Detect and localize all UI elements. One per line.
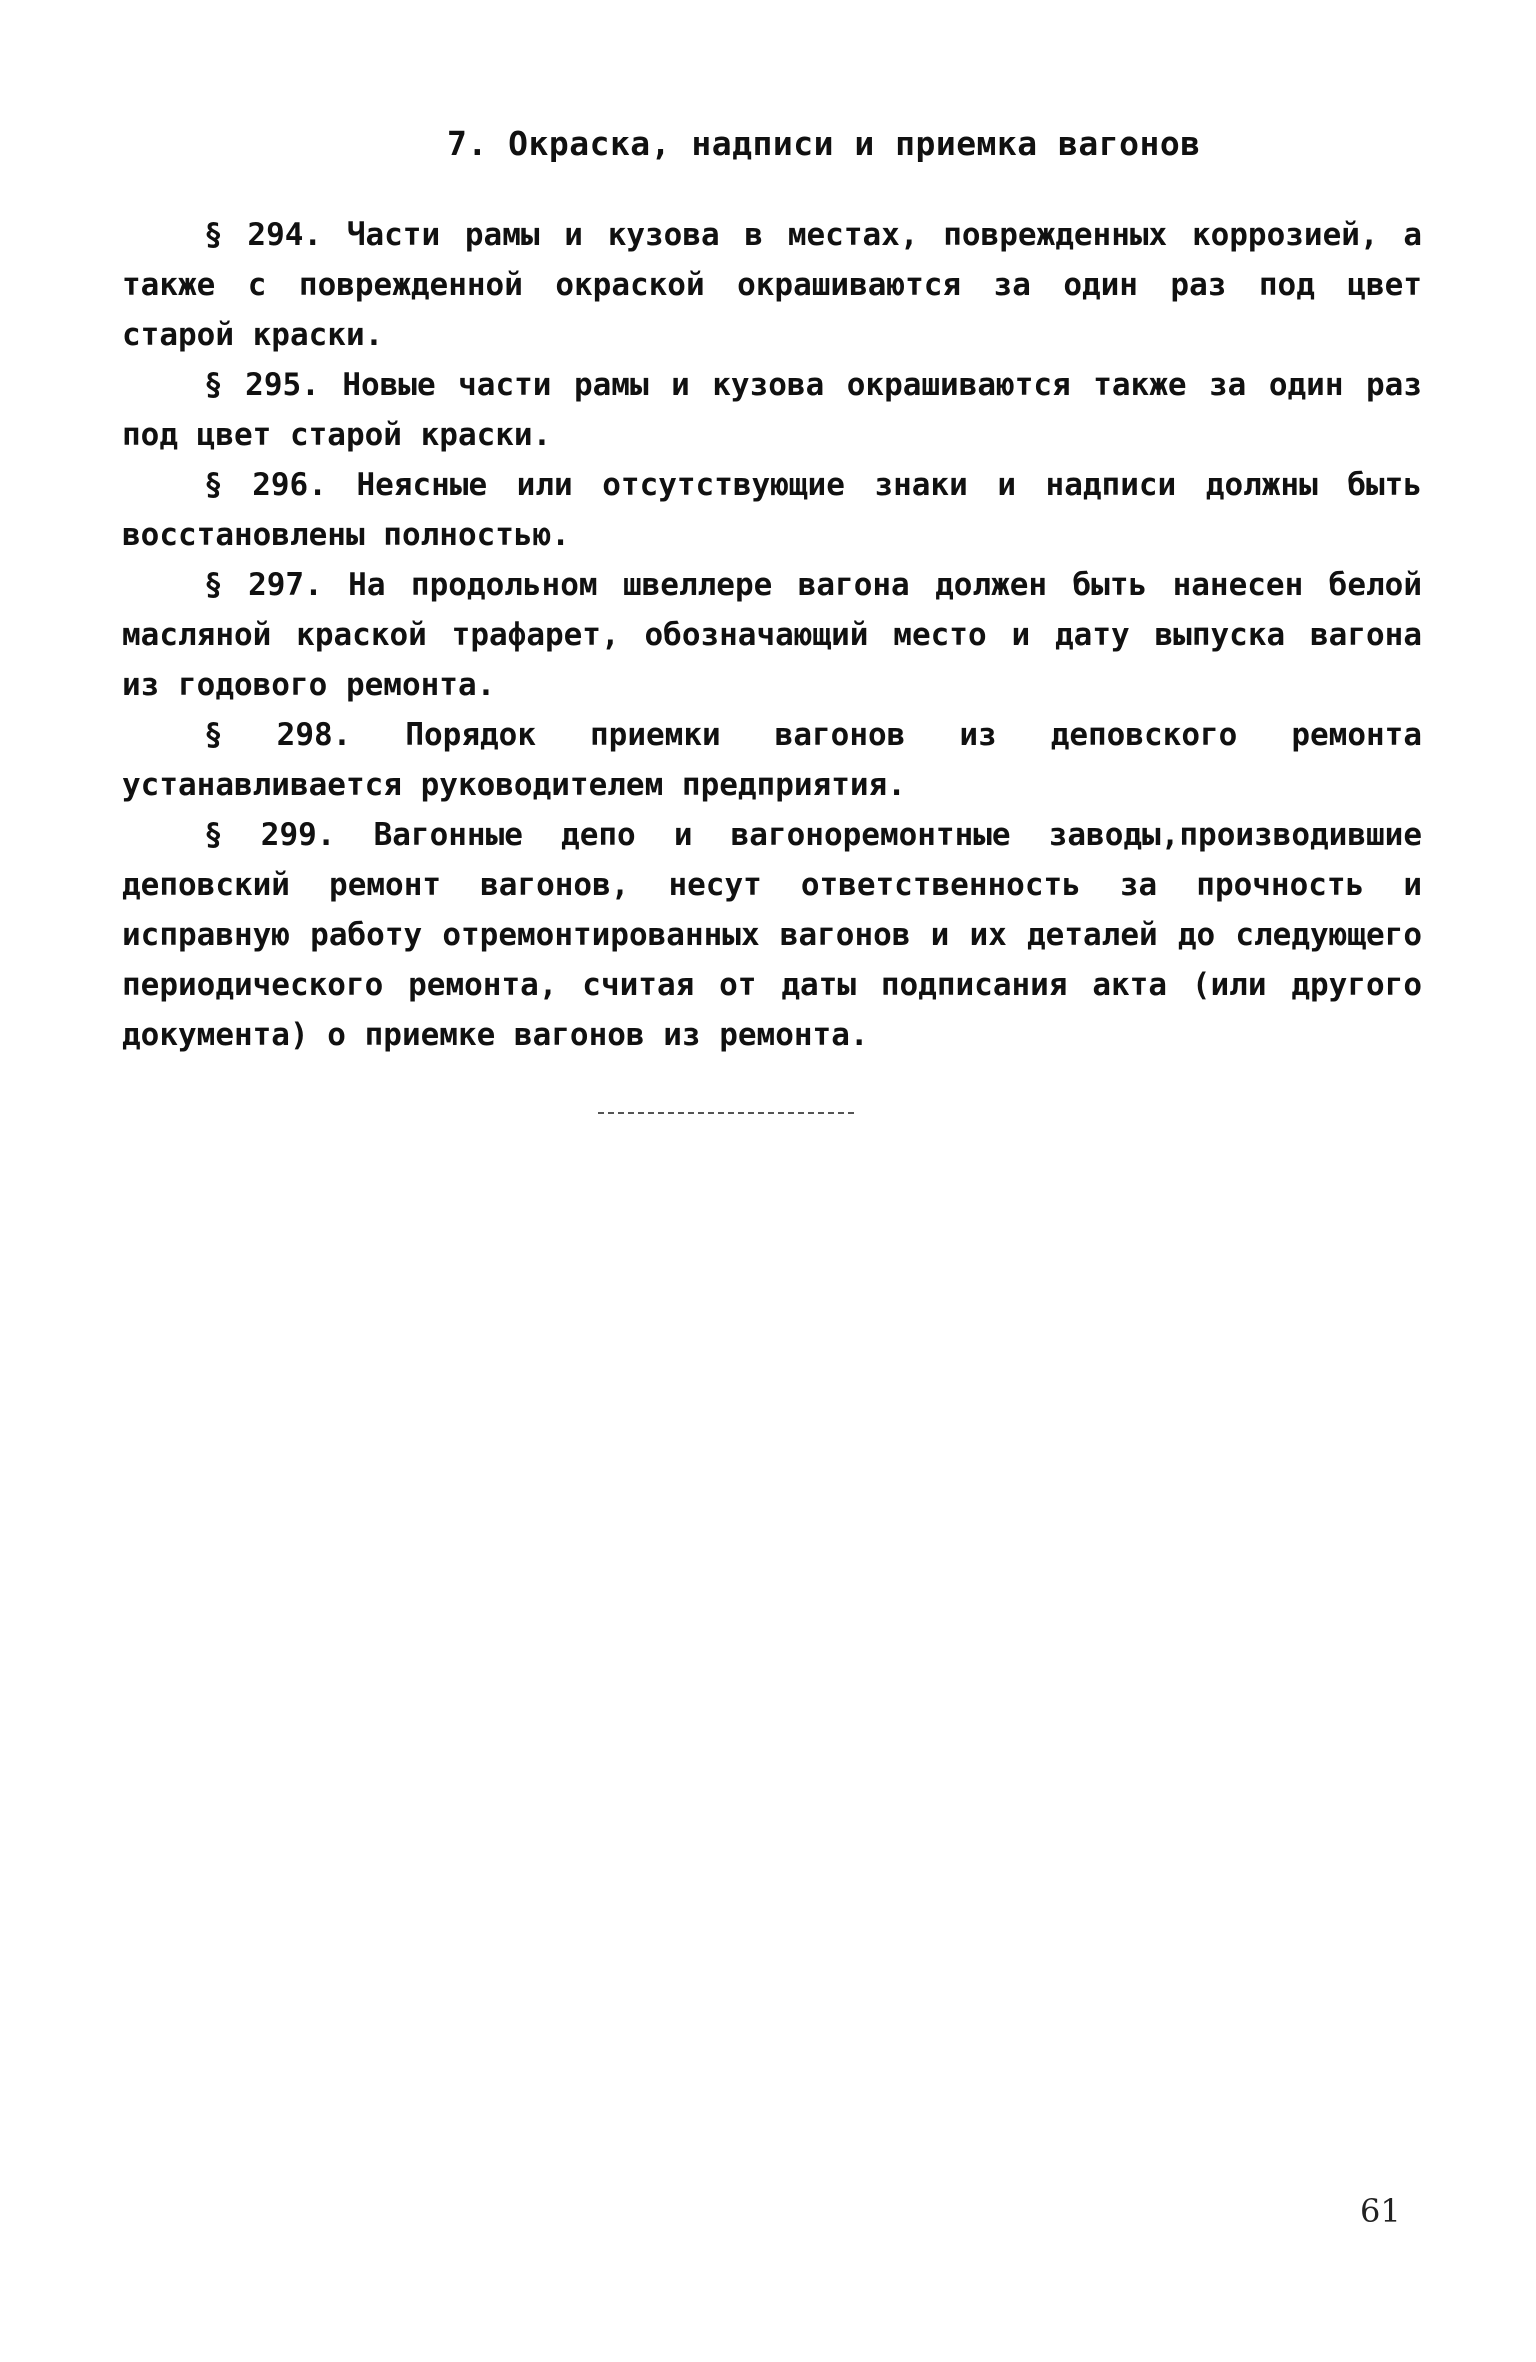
end-divider — [598, 1112, 854, 1114]
paragraph-294: § 294. Части рамы и кузова в местах, поврежденных коррозией, а также с поврежденной окраской окрашиваются за один раз под цвет старой краски. — [122, 217, 1422, 353]
paragraph-299: § 299. Вагонные депо и вагоноремонтные заводы,производившие деповский ремонт вагонов, несут ответственность за прочность и исправную работу отремонтированных вагонов и их деталей до следующего периодического ремонта, считая от даты подписания акта (или другого документа) о приемке вагонов из ремонта. — [122, 817, 1422, 1053]
paragraph-297: § 297. На продольном швеллере вагона должен быть нанесен белой масляной краской трафарет, обозначающий место и дату выпуска вагона из годового ремонта. — [122, 567, 1422, 703]
paragraph-295: § 295. Новые части рамы и кузова окрашиваются также за один раз под цвет старой краски. — [122, 367, 1422, 453]
paragraph-298: § 298. Порядок приемки вагонов из деповского ремонта устанавливается руководителем предприятия. — [122, 717, 1422, 803]
section-title: 7. Окраска, надписи и приемка вагонов — [447, 124, 1201, 163]
paragraph-296: § 296. Неясные или отсутствующие знаки и надписи должны быть восстановлены полностью. — [122, 467, 1422, 553]
page-number: 61 — [1360, 2192, 1401, 2230]
body-text — [122, 210, 1422, 1060]
